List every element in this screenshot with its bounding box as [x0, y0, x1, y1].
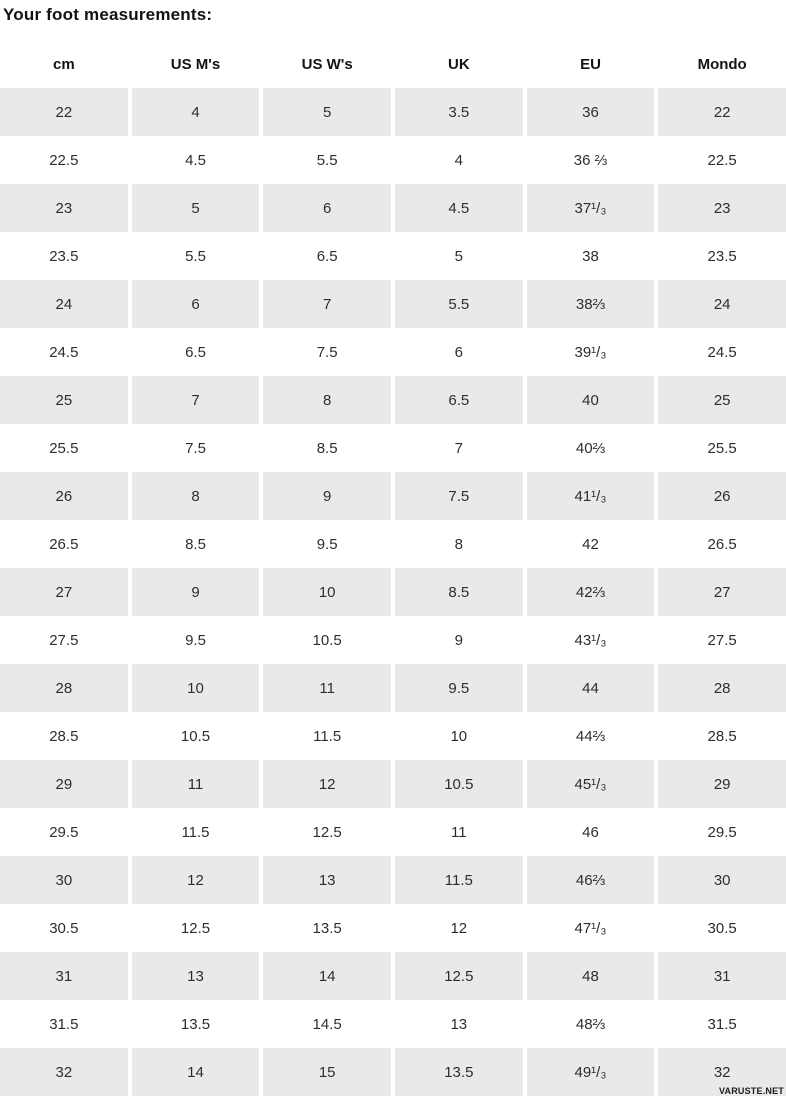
table-cell: 28 — [0, 664, 128, 712]
table-cell: 12 — [395, 904, 523, 952]
size-chart-table — [0, 40, 786, 1096]
table-cell: 26.5 — [0, 520, 128, 568]
table-cell: 23.5 — [0, 232, 128, 280]
table-cell: 11.5 — [395, 856, 523, 904]
table-cell: 8 — [263, 376, 391, 424]
table-cell: 6.5 — [395, 376, 523, 424]
table-cell: 9 — [263, 472, 391, 520]
table-cell: 29 — [0, 760, 128, 808]
table-cell: 4.5 — [395, 184, 523, 232]
table-cell: 14 — [132, 1048, 260, 1096]
table-cell: 13.5 — [395, 1048, 523, 1096]
table-cell: 32 — [0, 1048, 128, 1096]
table-cell: 23.5 — [658, 232, 786, 280]
table-cell: 9.5 — [395, 664, 523, 712]
column-header-eu: EU — [527, 40, 655, 88]
table-cell: 37¹/₃ — [527, 184, 655, 232]
table-cell: 12.5 — [263, 808, 391, 856]
table-cell: 6 — [395, 328, 523, 376]
table-cell: 12 — [263, 760, 391, 808]
table-cell: 9.5 — [132, 616, 260, 664]
table-cell: 12 — [132, 856, 260, 904]
table-cell: 8.5 — [263, 424, 391, 472]
table-cell: 8.5 — [395, 568, 523, 616]
table-cell: 31 — [0, 952, 128, 1000]
table-cell: 5.5 — [395, 280, 523, 328]
table-cell: 31.5 — [658, 1000, 786, 1048]
table-cell: 22 — [0, 88, 128, 136]
table-cell: 13.5 — [132, 1000, 260, 1048]
table-cell: 23 — [658, 184, 786, 232]
table-cell: 26 — [658, 472, 786, 520]
table-cell: 11 — [395, 808, 523, 856]
table-cell: 29.5 — [658, 808, 786, 856]
table-cell: 38⅔ — [527, 280, 655, 328]
table-cell: 29.5 — [0, 808, 128, 856]
table-cell: 46 — [527, 808, 655, 856]
table-cell: 14 — [263, 952, 391, 1000]
table-cell: 4 — [132, 88, 260, 136]
table-cell: 8.5 — [132, 520, 260, 568]
table-cell: 43¹/₃ — [527, 616, 655, 664]
table-cell: 9.5 — [263, 520, 391, 568]
table-cell: 13 — [395, 1000, 523, 1048]
table-cell: 7 — [395, 424, 523, 472]
table-cell: 25 — [658, 376, 786, 424]
table-cell: 30 — [658, 856, 786, 904]
table-cell: 31.5 — [0, 1000, 128, 1048]
table-cell: 42 — [527, 520, 655, 568]
column-header-mondo: Mondo — [658, 40, 786, 88]
table-cell: 7 — [263, 280, 391, 328]
table-cell: 3.5 — [395, 88, 523, 136]
table-cell: 10 — [395, 712, 523, 760]
table-cell: 5.5 — [263, 136, 391, 184]
table-cell: 7.5 — [395, 472, 523, 520]
table-cell: 11.5 — [132, 808, 260, 856]
table-cell: 7 — [132, 376, 260, 424]
table-cell: 40⅔ — [527, 424, 655, 472]
table-cell: 24 — [0, 280, 128, 328]
table-cell: 36 — [527, 88, 655, 136]
table-cell: 27.5 — [658, 616, 786, 664]
table-cell: 10.5 — [132, 712, 260, 760]
table-cell: 8 — [395, 520, 523, 568]
table-cell: 27 — [0, 568, 128, 616]
table-cell: 6 — [263, 184, 391, 232]
table-cell: 32 — [658, 1048, 786, 1096]
table-cell: 27 — [658, 568, 786, 616]
column-header-us-w-s: US W's — [263, 40, 391, 88]
table-cell: 48 — [527, 952, 655, 1000]
table-cell: 25.5 — [0, 424, 128, 472]
table-cell: 13.5 — [263, 904, 391, 952]
table-cell: 44 — [527, 664, 655, 712]
table-cell: 10 — [132, 664, 260, 712]
table-cell: 11.5 — [263, 712, 391, 760]
table-cell: 10.5 — [263, 616, 391, 664]
table-cell: 5.5 — [132, 232, 260, 280]
table-cell: 22.5 — [0, 136, 128, 184]
page-title: Your foot measurements: — [3, 5, 213, 24]
table-cell: 45¹/₃ — [527, 760, 655, 808]
table-cell: 36 ⅔ — [527, 136, 655, 184]
table-cell: 40 — [527, 376, 655, 424]
table-cell: 24.5 — [0, 328, 128, 376]
table-cell: 27.5 — [0, 616, 128, 664]
table-cell: 28 — [658, 664, 786, 712]
table-cell: 29 — [658, 760, 786, 808]
table-cell: 8 — [132, 472, 260, 520]
table-cell: 6.5 — [263, 232, 391, 280]
table-cell: 46⅔ — [527, 856, 655, 904]
table-cell: 5 — [263, 88, 391, 136]
table-cell: 25 — [0, 376, 128, 424]
table-cell: 6 — [132, 280, 260, 328]
table-cell: 13 — [263, 856, 391, 904]
table-cell: 22 — [658, 88, 786, 136]
table-cell: 7.5 — [263, 328, 391, 376]
table-cell: 42⅔ — [527, 568, 655, 616]
table-cell: 11 — [263, 664, 391, 712]
table-cell: 30.5 — [658, 904, 786, 952]
table-cell: 41¹/₃ — [527, 472, 655, 520]
column-header-us-m-s: US M's — [132, 40, 260, 88]
table-cell: 26 — [0, 472, 128, 520]
table-cell: 15 — [263, 1048, 391, 1096]
watermark: VARUSTE.NET — [718, 1086, 784, 1096]
table-cell: 5 — [395, 232, 523, 280]
table-cell: 26.5 — [658, 520, 786, 568]
table-cell: 4.5 — [132, 136, 260, 184]
table-cell: 28.5 — [0, 712, 128, 760]
table-cell: 10 — [263, 568, 391, 616]
table-cell: 30 — [0, 856, 128, 904]
table-cell: 25.5 — [658, 424, 786, 472]
table-cell: 48⅔ — [527, 1000, 655, 1048]
column-header-uk: UK — [395, 40, 523, 88]
table-cell: 4 — [395, 136, 523, 184]
table-cell: 9 — [132, 568, 260, 616]
table-cell: 23 — [0, 184, 128, 232]
table-cell: 5 — [132, 184, 260, 232]
table-cell: 24 — [658, 280, 786, 328]
table-cell: 12.5 — [132, 904, 260, 952]
table-cell: 38 — [527, 232, 655, 280]
table-cell: 14.5 — [263, 1000, 391, 1048]
table-cell: 6.5 — [132, 328, 260, 376]
table-cell: 31 — [658, 952, 786, 1000]
table-cell: 10.5 — [395, 760, 523, 808]
table-cell: 9 — [395, 616, 523, 664]
table-cell: 39¹/₃ — [527, 328, 655, 376]
table-cell: 49¹/₃ — [527, 1048, 655, 1096]
table-cell: 7.5 — [132, 424, 260, 472]
table-cell: 28.5 — [658, 712, 786, 760]
table-cell: 30.5 — [0, 904, 128, 952]
table-cell: 44⅔ — [527, 712, 655, 760]
table-cell: 11 — [132, 760, 260, 808]
table-cell: 12.5 — [395, 952, 523, 1000]
table-cell: 22.5 — [658, 136, 786, 184]
table-cell: 47¹/₃ — [527, 904, 655, 952]
table-cell: 24.5 — [658, 328, 786, 376]
table-cell: 13 — [132, 952, 260, 1000]
column-header-cm: cm — [0, 40, 128, 88]
